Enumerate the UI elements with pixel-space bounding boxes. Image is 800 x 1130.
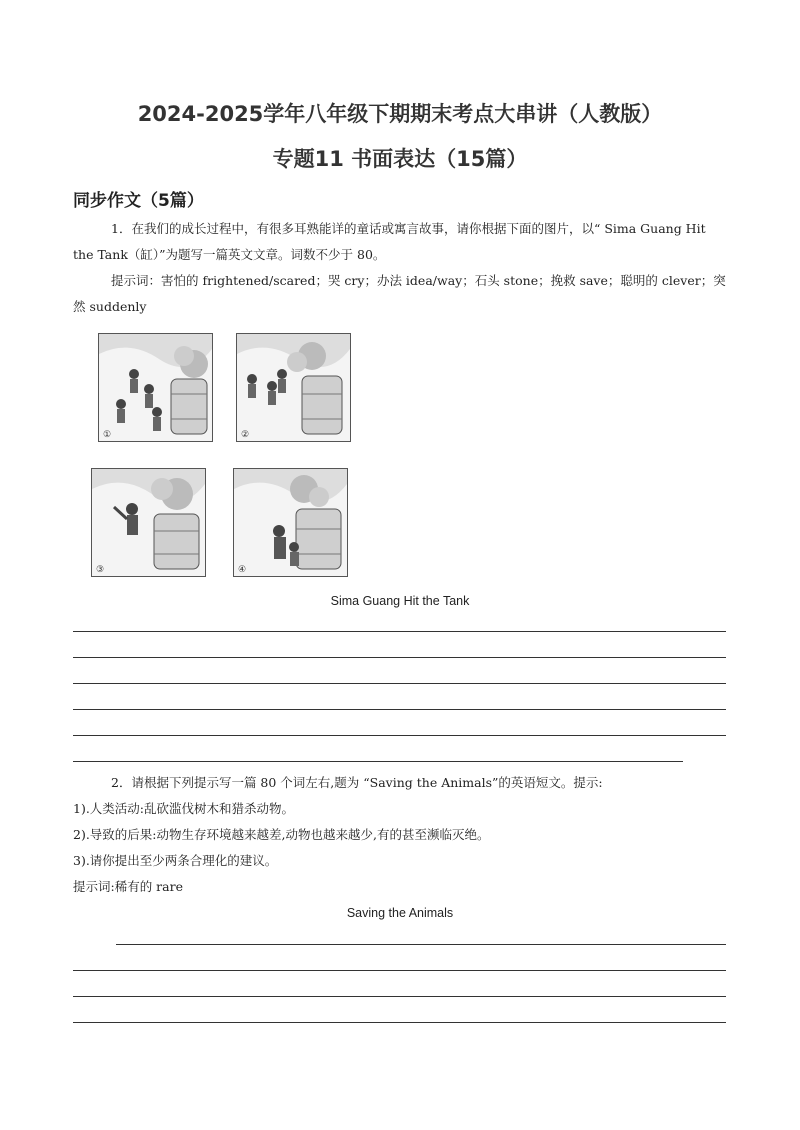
picture-1-label: ① xyxy=(103,430,112,440)
writing-line[interactable] xyxy=(116,944,726,945)
section-heading: 同步作文（5篇） xyxy=(73,191,204,211)
q1-prompt: 1．在我们的成长过程中，有很多耳熟能详的童话或寓言故事，请你根据下面的图片，以“ Sima Guang Hit the Tank（缸）”为题写一篇英文文章。词数不少于 80。 xyxy=(73,221,706,262)
q1-essay-title: Sima Guang Hit the Tank xyxy=(330,594,470,608)
writing-line[interactable] xyxy=(73,996,726,997)
q2-point-3: 3).请你提出至少两条合理化的建议。 xyxy=(73,853,278,868)
picture-3-label: ③ xyxy=(96,565,105,575)
q2-point-1: 1).人类活动:乱砍滥伐树木和猎杀动物。 xyxy=(73,801,295,816)
story-picture-4 xyxy=(233,468,348,577)
q2-hint: 提示词:稀有的 rare xyxy=(73,879,183,894)
q2-prompt: 2．请根据下列提示写一篇 80 个词左右,题为 “Saving the Animals”的英语短文。提示: xyxy=(111,775,603,790)
writing-line[interactable] xyxy=(73,735,726,736)
writing-line[interactable] xyxy=(73,761,683,762)
writing-line[interactable] xyxy=(73,631,726,632)
picture-2-label: ② xyxy=(241,430,250,440)
q2-point-2: 2).导致的后果:动物生存环境越来越差,动物也越来越少,有的甚至濒临灭绝。 xyxy=(73,827,490,842)
writing-line[interactable] xyxy=(73,709,726,710)
q2-essay-title: Saving the Animals xyxy=(346,906,454,920)
writing-line[interactable] xyxy=(73,970,726,971)
story-picture-3 xyxy=(91,468,206,577)
story-picture-2 xyxy=(236,333,351,442)
writing-line[interactable] xyxy=(73,683,726,684)
page-title: 2024-2025学年八年级下期期末考点大串讲（人教版） xyxy=(137,102,663,126)
writing-line[interactable] xyxy=(73,1022,726,1023)
picture-4-label: ④ xyxy=(238,565,247,575)
story-picture-1 xyxy=(98,333,213,442)
q1-hint: 提示词：害怕的 frightened/scared；哭 cry；办法 idea/way；石头 stone；挽救 save；聪明的 clever；突然 suddenly xyxy=(73,273,726,314)
page-subtitle: 专题11 书面表达（15篇） xyxy=(272,147,528,171)
writing-line[interactable] xyxy=(73,657,726,658)
